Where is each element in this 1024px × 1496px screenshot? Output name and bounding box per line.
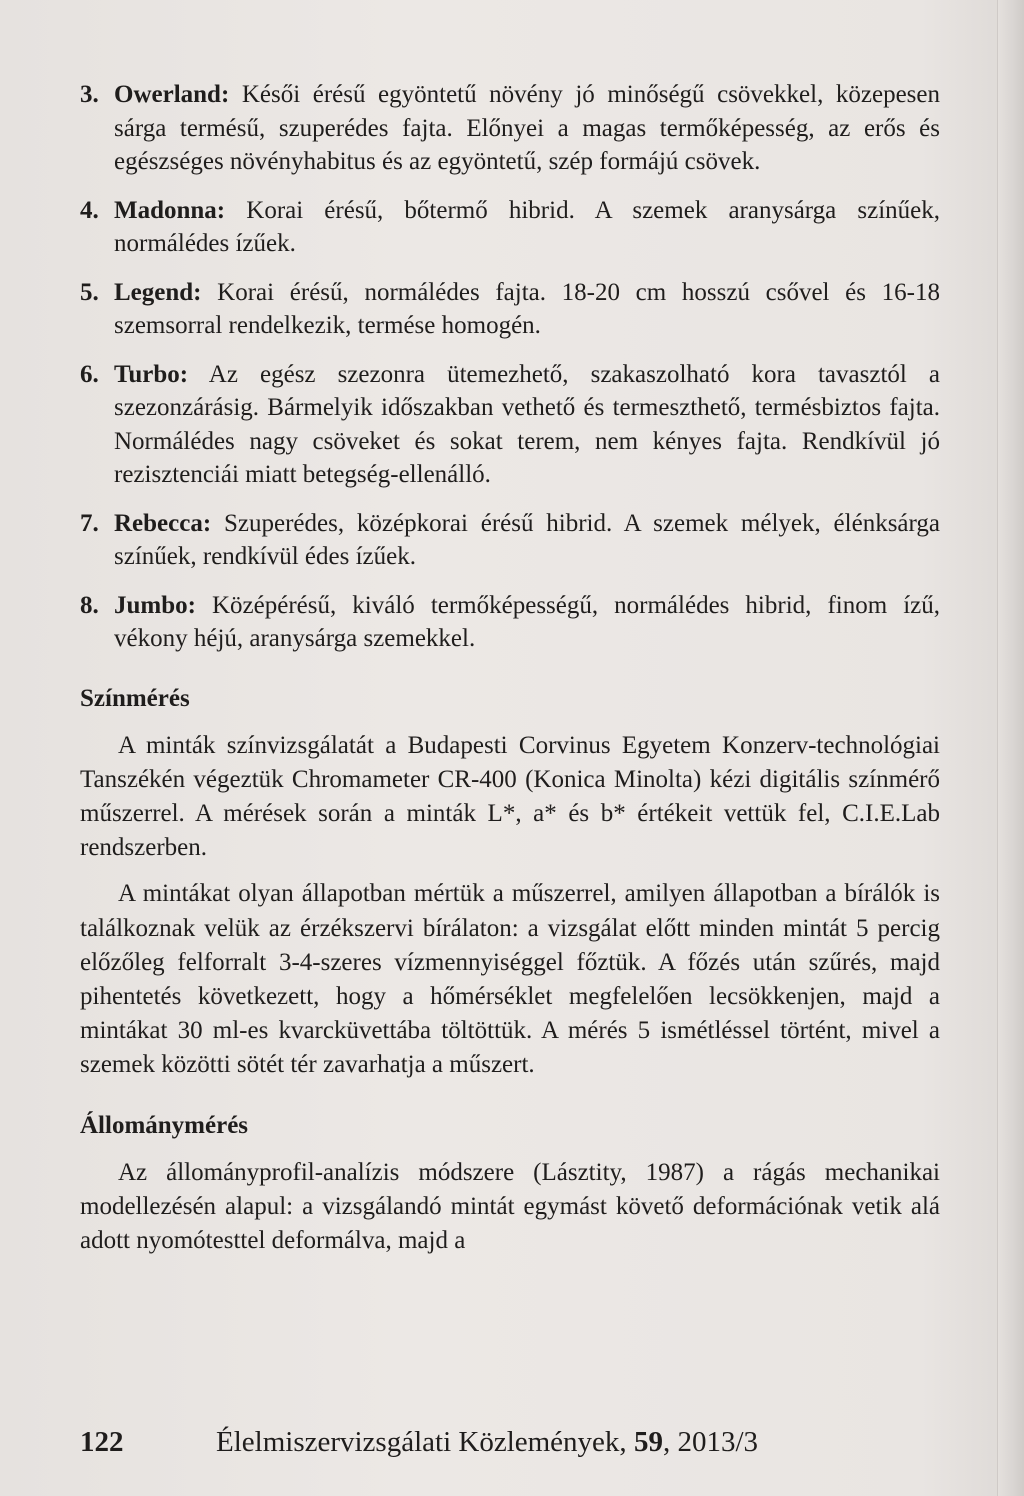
journal-citation	[216, 1424, 758, 1460]
item-number: 5.	[80, 278, 99, 306]
variety-name: Jumbo:	[114, 591, 196, 619]
variety-name: Owerland:	[114, 81, 230, 108]
variety-description: Korai érésű, bőtermő hibrid. A szemek aranysárga színűek, normálédes ízűek.	[114, 196, 940, 257]
variety-name: Madonna:	[114, 196, 226, 224]
item-number: 3.	[80, 81, 99, 108]
item-body	[114, 276, 940, 343]
journal-volume: 59	[633, 1426, 663, 1458]
variety-item-madonna	[80, 194, 940, 261]
item-body	[114, 589, 940, 656]
variety-description: Középérésű, kiváló termőképességű, normálédes hibrid, finom ízű, vékony héjú, aranysárga szemekkel.	[114, 591, 940, 652]
item-body	[114, 358, 940, 492]
page-footer	[80, 1424, 940, 1460]
item-number: 8.	[80, 591, 99, 619]
variety-item-turbo	[80, 358, 940, 492]
variety-description: Késői érésű egyöntetű növény jó minőségű csövekkel, közepesen sárga termésű, szuperédes fajta. Előnyei a magas termőképesség, az erős és egészséges növényhabitus és az egyöntetű, szép formájú csövek.	[114, 81, 940, 175]
variety-description: Szuperédes, középkorai érésű hibrid. A szemek mélyek, élénksárga színűek, rendkívül édes ízűek.	[114, 509, 940, 570]
variety-description: Az egész szezonra ütemezhető, szakaszolható kora tavasztól a szezonzárásig. Bármelyik időszakban vethető és termeszthető, termésbiztos fajta. Normálédes nagy csöveket és sokat terem, nem kényes fajta. Rendkívül jó rezisztenciái miatt betegség-ellenálló.	[114, 360, 940, 488]
variety-item-jumbo	[80, 589, 940, 656]
page-content	[80, 78, 940, 1270]
item-number: 4.	[80, 196, 99, 224]
variety-item-legend	[80, 276, 940, 343]
section-heading-color-measurement: Színmérés	[80, 684, 190, 712]
variety-item-rebecca	[80, 507, 940, 574]
item-number: 7.	[80, 509, 99, 537]
section-heading-texture-measurement: Állománymérés	[80, 1111, 249, 1139]
page-binding-edge	[997, 0, 1024, 1496]
item-body	[114, 507, 940, 574]
variety-name: Legend:	[114, 278, 202, 306]
variety-name: Turbo:	[114, 360, 189, 388]
variety-item-owerland	[80, 78, 940, 179]
journal-name: Élelmiszervizsgálati Közlemények,	[216, 1426, 634, 1458]
paragraph: A mintákat olyan állapotban mértük a műszerrel, amilyen állapotban a bírálók is találkoznak velük az érzékszervi bírálaton: a vizsgálat előtt minden mintát 5 percig előzőleg felforralt 3-4-szeres vízmennyiséggel főztük. A főzés után szűrés, majd pihentetés következett, hogy a hőmérséklet megfelelően lecsökkenjen, majd a mintákat 30 ml-es kvarcküvettába töltöttük. A mérés 5 ismétléssel történt, mivel a szemek közötti sötét tér zavarhatja a műszert.	[80, 880, 940, 1079]
paragraph: Az állományprofil-analízis módszere (Lásztity, 1987) a rágás mechanikai modellezésén alapul: a vizsgálandó mintát egymást követő deformációnak vetik alá adott nyomótesttel deformálva, majd a	[80, 1158, 940, 1254]
item-body	[114, 194, 940, 261]
paragraph: A minták színvizsgálatát a Budapesti Corvinus Egyetem Konzerv-technológiai Tanszékén végeztük Chromameter CR-400 (Konica Minolta) kézi digitális színmérő műszerrel. A mérések során a minták L*, a* és b* értékeit vettük fel, C.I.E.Lab rendszerben.	[80, 731, 940, 862]
variety-description: Korai érésű, normálédes fajta. 18-20 cm hosszú csővel és 16-18 szemsorral rendelkezik, termése homogén.	[114, 278, 940, 339]
item-body	[114, 78, 940, 179]
item-number: 6.	[80, 360, 99, 388]
page-number: 122	[80, 1426, 124, 1458]
journal-issue: , 2013/3	[662, 1426, 758, 1458]
variety-name: Rebecca:	[114, 509, 212, 537]
